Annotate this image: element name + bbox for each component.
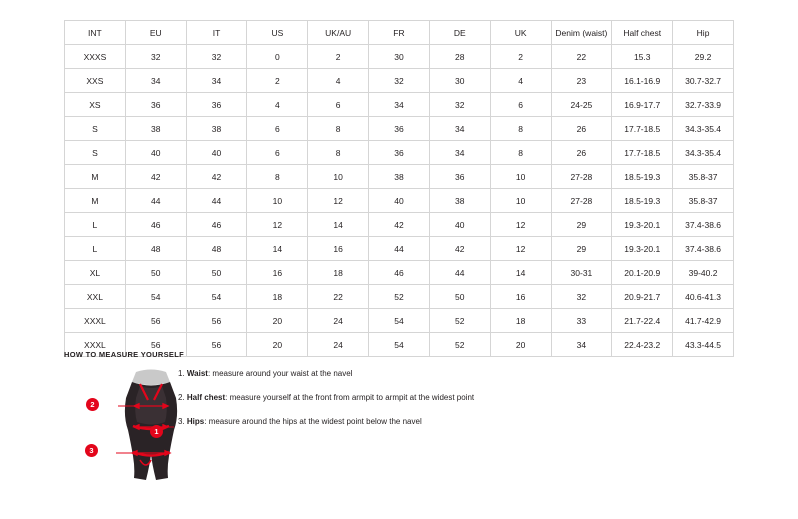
cell: 52 bbox=[429, 333, 490, 357]
cell: 12 bbox=[247, 213, 308, 237]
cell: 20 bbox=[247, 333, 308, 357]
instruction-text: : measure around your waist at the navel bbox=[207, 369, 353, 378]
cell: 35.8-37 bbox=[673, 165, 734, 189]
cell: 2 bbox=[490, 45, 551, 69]
size-chart-container bbox=[64, 20, 734, 357]
cell: 33 bbox=[551, 309, 612, 333]
cell: 2 bbox=[308, 45, 369, 69]
cell: 4 bbox=[490, 69, 551, 93]
column-header: Hip bbox=[673, 21, 734, 45]
cell: 50 bbox=[429, 285, 490, 309]
cell: 17.7-18.5 bbox=[612, 117, 673, 141]
cell: 40.6-41.3 bbox=[673, 285, 734, 309]
table-row bbox=[65, 69, 734, 93]
cell: 12 bbox=[490, 237, 551, 261]
column-header: IT bbox=[186, 21, 247, 45]
cell: 26 bbox=[551, 141, 612, 165]
cell: 37.4-38.6 bbox=[673, 213, 734, 237]
cell: 0 bbox=[247, 45, 308, 69]
cell: 42 bbox=[186, 165, 247, 189]
cell: 34 bbox=[369, 93, 430, 117]
cell: 52 bbox=[429, 309, 490, 333]
cell: 43.3-44.5 bbox=[673, 333, 734, 357]
cell: 21.7-22.4 bbox=[612, 309, 673, 333]
table-row bbox=[65, 261, 734, 285]
table-row bbox=[65, 237, 734, 261]
cell: 10 bbox=[490, 189, 551, 213]
instruction-half-chest bbox=[178, 392, 598, 404]
cell: 32 bbox=[429, 93, 490, 117]
cell: M bbox=[65, 165, 126, 189]
cell: 22 bbox=[308, 285, 369, 309]
cell: 54 bbox=[369, 309, 430, 333]
cell: 34.3-35.4 bbox=[673, 141, 734, 165]
instruction-term: Half chest bbox=[186, 393, 226, 402]
column-header: EU bbox=[125, 21, 186, 45]
cell: 18 bbox=[490, 309, 551, 333]
column-header: FR bbox=[369, 21, 430, 45]
cell: 14 bbox=[308, 213, 369, 237]
cell: 8 bbox=[308, 141, 369, 165]
cell: 32 bbox=[125, 45, 186, 69]
cell: 10 bbox=[247, 189, 308, 213]
cell: 36 bbox=[369, 117, 430, 141]
cell: 46 bbox=[125, 213, 186, 237]
marker-waist: 1 bbox=[150, 425, 163, 438]
instruction-text: : measure around the hips at the widest point below the navel bbox=[204, 417, 422, 426]
cell: 34.3-35.4 bbox=[673, 117, 734, 141]
cell: 16.9-17.7 bbox=[612, 93, 673, 117]
cell: 35.8-37 bbox=[673, 189, 734, 213]
cell: XS bbox=[65, 93, 126, 117]
cell: S bbox=[65, 141, 126, 165]
instruction-term: Hips bbox=[186, 417, 205, 426]
cell: 12 bbox=[490, 213, 551, 237]
cell: 15.3 bbox=[612, 45, 673, 69]
cell: 38 bbox=[186, 117, 247, 141]
cell: 16 bbox=[247, 261, 308, 285]
cell: 27-28 bbox=[551, 165, 612, 189]
cell: 20 bbox=[490, 333, 551, 357]
column-header: US bbox=[247, 21, 308, 45]
table-row bbox=[65, 285, 734, 309]
table-row bbox=[65, 189, 734, 213]
cell: 32 bbox=[369, 69, 430, 93]
column-header: Denim (waist) bbox=[551, 21, 612, 45]
cell: XXXL bbox=[65, 333, 126, 357]
size-chart-table bbox=[64, 20, 734, 357]
cell: 22.4-23.2 bbox=[612, 333, 673, 357]
table-row bbox=[65, 141, 734, 165]
cell: 14 bbox=[490, 261, 551, 285]
cell: 54 bbox=[369, 333, 430, 357]
cell: 39-40.2 bbox=[673, 261, 734, 285]
instruction-waist bbox=[178, 368, 598, 380]
cell: 32 bbox=[186, 45, 247, 69]
cell: 6 bbox=[247, 141, 308, 165]
cell: 4 bbox=[247, 93, 308, 117]
cell: 8 bbox=[247, 165, 308, 189]
cell: 34 bbox=[186, 69, 247, 93]
cell: 32 bbox=[551, 285, 612, 309]
cell: 34 bbox=[125, 69, 186, 93]
cell: 56 bbox=[186, 333, 247, 357]
cell: 46 bbox=[369, 261, 430, 285]
cell: 18.5-19.3 bbox=[612, 165, 673, 189]
cell: 38 bbox=[429, 189, 490, 213]
cell: 30-31 bbox=[551, 261, 612, 285]
cell: 16.1-16.9 bbox=[612, 69, 673, 93]
cell: 30.7-32.7 bbox=[673, 69, 734, 93]
cell: 34 bbox=[429, 141, 490, 165]
cell: 8 bbox=[308, 117, 369, 141]
cell: M bbox=[65, 189, 126, 213]
how-to-measure-title: HOW TO MEASURE YOURSELF bbox=[64, 350, 184, 359]
cell: 41.7-42.9 bbox=[673, 309, 734, 333]
cell: S bbox=[65, 117, 126, 141]
cell: 50 bbox=[125, 261, 186, 285]
column-header: Half chest bbox=[612, 21, 673, 45]
cell: 19.3-20.1 bbox=[612, 237, 673, 261]
table-row bbox=[65, 165, 734, 189]
cell: 4 bbox=[308, 69, 369, 93]
cell: L bbox=[65, 237, 126, 261]
cell: 18.5-19.3 bbox=[612, 189, 673, 213]
cell: 20.9-21.7 bbox=[612, 285, 673, 309]
cell: 34 bbox=[429, 117, 490, 141]
cell: 6 bbox=[247, 117, 308, 141]
table-row bbox=[65, 309, 734, 333]
instruction-number: 2. bbox=[178, 393, 185, 402]
cell: 40 bbox=[125, 141, 186, 165]
cell: 44 bbox=[125, 189, 186, 213]
cell: 29 bbox=[551, 213, 612, 237]
table-header-row bbox=[65, 21, 734, 45]
cell: 27-28 bbox=[551, 189, 612, 213]
cell: 36 bbox=[369, 141, 430, 165]
column-header: UK/AU bbox=[308, 21, 369, 45]
cell: 24 bbox=[308, 309, 369, 333]
cell: 48 bbox=[125, 237, 186, 261]
cell: 8 bbox=[490, 141, 551, 165]
cell: 44 bbox=[429, 261, 490, 285]
cell: 38 bbox=[125, 117, 186, 141]
cell: 24 bbox=[308, 333, 369, 357]
instruction-number: 3. bbox=[178, 417, 185, 426]
cell: 2 bbox=[247, 69, 308, 93]
cell: 14 bbox=[247, 237, 308, 261]
cell: 29.2 bbox=[673, 45, 734, 69]
cell: 6 bbox=[490, 93, 551, 117]
cell: XXS bbox=[65, 69, 126, 93]
cell: 52 bbox=[369, 285, 430, 309]
instruction-number: 1. bbox=[178, 369, 185, 378]
marker-half-chest: 2 bbox=[86, 398, 99, 411]
cell: L bbox=[65, 213, 126, 237]
cell: 56 bbox=[125, 309, 186, 333]
cell: 22 bbox=[551, 45, 612, 69]
table-row bbox=[65, 213, 734, 237]
cell: 44 bbox=[186, 189, 247, 213]
cell: XXL bbox=[65, 285, 126, 309]
cell: 36 bbox=[125, 93, 186, 117]
cell: 8 bbox=[490, 117, 551, 141]
cell: 36 bbox=[429, 165, 490, 189]
column-header: INT bbox=[65, 21, 126, 45]
cell: 48 bbox=[186, 237, 247, 261]
cell: 37.4-38.6 bbox=[673, 237, 734, 261]
instruction-term: Waist bbox=[186, 369, 208, 378]
cell: 6 bbox=[308, 93, 369, 117]
cell: 34 bbox=[551, 333, 612, 357]
cell: 40 bbox=[186, 141, 247, 165]
cell: 28 bbox=[429, 45, 490, 69]
cell: 29 bbox=[551, 237, 612, 261]
table-row bbox=[65, 93, 734, 117]
table-body bbox=[65, 45, 734, 357]
table-row bbox=[65, 117, 734, 141]
cell: 44 bbox=[369, 237, 430, 261]
cell: 20.1-20.9 bbox=[612, 261, 673, 285]
cell: 19.3-20.1 bbox=[612, 213, 673, 237]
cell: 18 bbox=[247, 285, 308, 309]
cell: 10 bbox=[490, 165, 551, 189]
cell: 56 bbox=[125, 333, 186, 357]
table-header bbox=[65, 21, 734, 45]
cell: 36 bbox=[186, 93, 247, 117]
cell: 24-25 bbox=[551, 93, 612, 117]
measure-instructions bbox=[178, 368, 598, 440]
cell: 46 bbox=[186, 213, 247, 237]
table-row bbox=[65, 45, 734, 69]
instruction-text: : measure yourself at the front from armpit to armpit at the widest point bbox=[225, 393, 475, 402]
column-header: DE bbox=[429, 21, 490, 45]
cell: XXXS bbox=[65, 45, 126, 69]
cell: 17.7-18.5 bbox=[612, 141, 673, 165]
column-header: UK bbox=[490, 21, 551, 45]
cell: 54 bbox=[125, 285, 186, 309]
cell: 56 bbox=[186, 309, 247, 333]
cell: 42 bbox=[429, 237, 490, 261]
marker-hips: 3 bbox=[85, 444, 98, 457]
cell: 38 bbox=[369, 165, 430, 189]
cell: 26 bbox=[551, 117, 612, 141]
cell: 40 bbox=[369, 189, 430, 213]
cell: 42 bbox=[125, 165, 186, 189]
cell: 20 bbox=[247, 309, 308, 333]
cell: 32.7-33.9 bbox=[673, 93, 734, 117]
instruction-hips bbox=[178, 416, 598, 428]
cell: 16 bbox=[490, 285, 551, 309]
cell: 30 bbox=[429, 69, 490, 93]
cell: 12 bbox=[308, 189, 369, 213]
cell: 42 bbox=[369, 213, 430, 237]
cell: 10 bbox=[308, 165, 369, 189]
cell: 16 bbox=[308, 237, 369, 261]
cell: 50 bbox=[186, 261, 247, 285]
cell: 54 bbox=[186, 285, 247, 309]
cell: XL bbox=[65, 261, 126, 285]
cell: 30 bbox=[369, 45, 430, 69]
cell: 18 bbox=[308, 261, 369, 285]
cell: XXXL bbox=[65, 309, 126, 333]
cell: 23 bbox=[551, 69, 612, 93]
cell: 40 bbox=[429, 213, 490, 237]
